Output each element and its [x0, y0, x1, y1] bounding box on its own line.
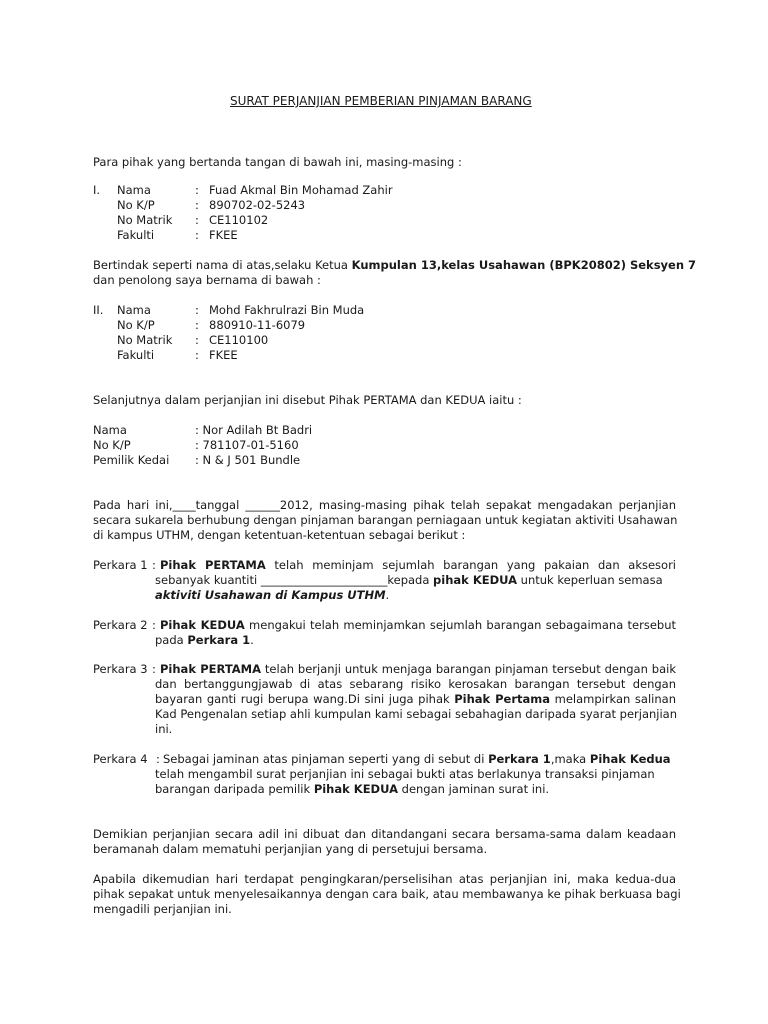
pihak-kedua-bold: Pihak KEDUA — [160, 618, 245, 632]
clause-text: untuk keperluan semasa — [517, 573, 663, 587]
owner-kp-value: : 781107-01-5160 — [195, 438, 299, 452]
role-text: Bertindak seperti nama di atas,selaku Ketua — [93, 258, 352, 272]
owner-kp-label: No K/P — [93, 438, 131, 452]
colon: : — [195, 348, 199, 362]
colon: : — [195, 318, 199, 332]
document-title: SURAT PERJANJIAN PEMBERIAN PINJAMAN BARANG — [230, 94, 532, 108]
clause-text: sebanyak kuantiti ______________________kepada — [155, 573, 434, 587]
party-two-kp-label: No K/P — [117, 318, 155, 332]
aktiviti-bold-italic: aktiviti Usahawan di Kampus UTHM — [155, 588, 386, 602]
perkara-1-bold: Perkara 1 — [488, 752, 551, 766]
owner-name-label: Nama — [93, 423, 127, 437]
clause-3-line-3 — [155, 692, 676, 707]
clause-2-line-2 — [155, 633, 254, 648]
clause-text: melampirkan salinan — [550, 692, 676, 706]
owner-shop-label: Pemilik Kedai — [93, 453, 170, 467]
closing-2-line-3: mengadili perjanjian ini. — [93, 902, 232, 916]
clause-3-line-1 — [160, 662, 676, 677]
closing-1-line-2: beramanah dalam mematuhi perjanjian yang di persetujui bersama. — [93, 842, 488, 856]
party-two-kp-value: 880910-11-6079 — [209, 318, 306, 332]
agreement-line-3: di kampus UTHM, dengan ketentuan-ketentuan sebagai berikut : — [93, 528, 466, 542]
party-one-matrik-label: No Matrik — [117, 213, 173, 227]
clause-text: ,maka — [550, 752, 590, 766]
clause-2-label: Perkara 2 — [93, 618, 148, 632]
colon: : — [195, 183, 199, 197]
clause-text: telah berjanji untuk menjaga barangan pinjaman tersebut dengan baik — [261, 662, 676, 676]
colon: : — [195, 228, 199, 242]
party-one-fakulti-label: Fakulti — [117, 228, 155, 242]
clause-1-label: Perkara 1 — [93, 558, 148, 572]
colon: : — [156, 752, 160, 766]
pihak-kedua-bold: Pihak KEDUA — [313, 782, 398, 796]
clause-4-line-2: telah mengambil surat perjanjian ini sebagai bukti atas berlakunya transaksi pinjaman — [155, 767, 655, 781]
pihak-pertama-bold: Pihak Pertama — [454, 692, 551, 706]
clause-1-line-3 — [155, 588, 389, 603]
role-line-1 — [93, 258, 696, 273]
party-two-name-label: Nama — [117, 303, 151, 317]
party-two-fakulti-label: Fakulti — [117, 348, 155, 362]
perkara-1-bold: Perkara 1 — [187, 633, 251, 647]
referred-text: Selanjutnya dalam perjanjian ini disebut Pihak PERTAMA dan KEDUA iaitu : — [93, 393, 522, 407]
party-one-fakulti-value: FKEE — [209, 228, 238, 242]
clause-4-line-3 — [155, 782, 549, 797]
clause-2-line-1 — [160, 618, 676, 633]
party-one-name-value: Fuad Akmal Bin Mohamad Zahir — [209, 183, 393, 197]
clause-4-line-1 — [163, 752, 671, 767]
party-one-matrik-value: CE110102 — [209, 213, 269, 227]
party-two-matrik-label: No Matrik — [117, 333, 173, 347]
closing-2-line-1: Apabila dikemudian hari terdapat pengingkaran/perselisihan atas perjanjian ini, maka kedua-dua — [93, 872, 676, 886]
party-one-name-label: Nama — [117, 183, 151, 197]
closing-1-line-1: Demikian perjanjian secara adil ini dibuat dan ditandangani secara bersama-sama dalam keadaan — [93, 827, 676, 841]
clause-text: telah meminjam sejumlah barangan yang pakaian dan aksesori — [265, 558, 676, 572]
colon: : — [195, 333, 199, 347]
clause-text: . — [250, 633, 254, 647]
colon: : — [195, 213, 199, 227]
colon: : — [152, 662, 156, 676]
clause-3-line-5: ini. — [155, 722, 173, 736]
colon: : — [195, 303, 199, 317]
party-one-kp-label: No K/P — [117, 198, 155, 212]
role-group-bold: Kumpulan 13,kelas Usahawan (BPK20802) Seksyen 7 — [351, 258, 697, 272]
clause-text: barangan daripada pemilik — [155, 782, 314, 796]
clause-text: dengan jaminan surat ini. — [397, 782, 550, 796]
colon: : — [195, 198, 199, 212]
clause-text: bayaran ganti rugi berupa wang.Di sini juga pihak — [155, 692, 455, 706]
clause-1-line-2 — [155, 573, 663, 588]
colon: : — [152, 618, 156, 632]
role-line-2: dan penolong saya bernama di bawah : — [93, 273, 321, 287]
agreement-line-2: secara sukarela berhubung dengan pinjaman barangan perniagaan untuk kegiatan aktiviti Usahawan — [93, 513, 678, 527]
clause-text: mengakui telah meminjamkan sejumlah barangan sebagaimana tersebut — [244, 618, 676, 632]
clause-text: . — [385, 588, 390, 602]
clause-3-line-2: dan bertanggungjawab di atas sebarang risiko kerosakan barangan tersebut dengan — [155, 677, 676, 691]
party-two-fakulti-value: FKEE — [209, 348, 238, 362]
owner-name-value: : Nor Adilah Bt Badri — [195, 423, 313, 437]
clause-text: pada — [155, 633, 188, 647]
clause-4-label: Perkara 4 — [93, 752, 148, 766]
party-two-matrik-value: CE110100 — [209, 333, 269, 347]
pihak-pertama-bold: Pihak PERTAMA — [160, 662, 262, 676]
clause-1-line-1 — [160, 558, 676, 573]
party-two-number: II. — [93, 303, 104, 317]
colon: : — [152, 558, 156, 572]
agreement-line-1: Pada hari ini,____tanggal ______2012, masing-masing pihak telah sepakat mengadakan perjanjian — [93, 498, 676, 512]
pihak-kedua-bold: pihak KEDUA — [433, 573, 518, 587]
party-one-number: I. — [93, 183, 101, 197]
clause-3-label: Perkara 3 — [93, 662, 148, 676]
pihak-kedua-bold: Pihak Kedua — [589, 752, 671, 766]
party-one-kp-value: 890702-02-5243 — [209, 198, 306, 212]
owner-shop-value: : N & J 501 Bundle — [195, 453, 301, 467]
party-two-name-value: Mohd Fakhrulrazi Bin Muda — [209, 303, 365, 317]
clause-text: Sebagai jaminan atas pinjaman seperti yang di sebut di — [163, 752, 489, 766]
intro-text: Para pihak yang bertanda tangan di bawah ini, masing-masing : — [93, 155, 462, 169]
clause-3-line-4: Kad Pengenalan setiap ahli kumpulan kami sebagai sebahagian daripada syarat perjanjian — [155, 707, 678, 721]
closing-2-line-2: pihak sepakat untuk menyelesaikannya dengan cara baik, atau membawanya ke pihak berkuasa bagi — [93, 887, 681, 901]
pihak-pertama-bold: Pihak PERTAMA — [160, 558, 266, 572]
